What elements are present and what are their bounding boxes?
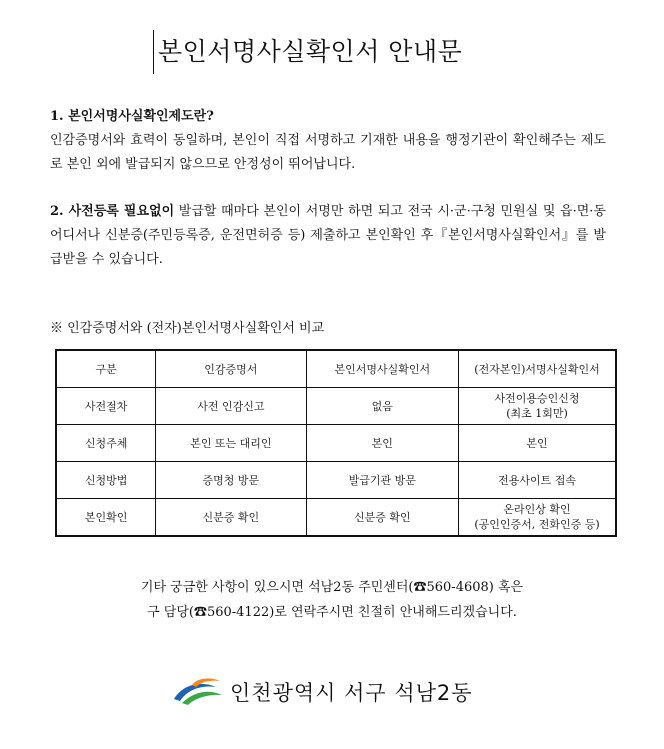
section-2 <box>50 200 606 272</box>
header-cell: 구분 <box>56 350 156 388</box>
table-cell: 본인 <box>459 425 616 462</box>
comparison-table <box>55 349 617 537</box>
table-header-row <box>56 350 616 388</box>
table-row <box>56 462 616 499</box>
table-cell: 증명청 방문 <box>156 462 306 499</box>
section-1 <box>50 105 606 177</box>
table-cell: 본인 또는 대리인 <box>156 425 306 462</box>
table-row <box>56 425 616 462</box>
section-2-body: 발급할 때마다 본인이 서명만 하면 되고 전국 시·군·구청 민원실 및 읍·면·동 어디서나 신분증(주민등록증, 운전면허증 등) 제출하고 본인확인 후『본인서명사실확인서』를 발급받을 수 있습니다. <box>50 204 606 267</box>
table-cell: 사전 인감신고 <box>156 388 306 425</box>
header-cell: 인감증명서 <box>156 350 306 388</box>
section-2-heading: 2. 사전등록 필요없이 <box>50 204 175 219</box>
document-title: 본인서명사실확인서 안내문 <box>153 30 462 74</box>
incheon-symbol-icon <box>172 677 224 707</box>
table-cell: 본인 <box>306 425 458 462</box>
table-cell: 신청주체 <box>56 425 156 462</box>
contact-notice <box>0 575 664 625</box>
table-cell: 사전절차 <box>56 388 156 425</box>
table-cell: 온라인상 확인 (공인인증서, 전화인증 등) <box>459 499 616 537</box>
header-cell: (전자본인)서명사실확인서 <box>459 350 616 388</box>
section-1-heading: 1. 본인서명사실확인제도란? <box>50 109 214 124</box>
header-cell: 본인서명사실확인서 <box>306 350 458 388</box>
district-logo <box>172 672 473 712</box>
table-cell: 신분증 확인 <box>156 499 306 537</box>
table-row <box>56 499 616 537</box>
section-1-body: 인감증명서와 효력이 동일하며, 본인이 직접 서명하고 기재한 내용을 행정기관이 확인해주는 제도로 본인 외에 발급되지 않으므로 안정성이 뛰어납니다. <box>50 133 606 172</box>
contact-line-1: 기타 궁금한 사항이 있으시면 석남2동 주민센터(☎560-4608) 혹은 <box>140 580 524 595</box>
table-cell: 사전이용승인신청 (최초 1회만) <box>459 388 616 425</box>
organization-name: 인천광역시 서구 석남2동 <box>230 681 473 705</box>
table-row <box>56 388 616 425</box>
comparison-title: ※ 인감증명서와 (전자)본인서명사실확인서 비교 <box>50 321 325 336</box>
table-cell: 없음 <box>306 388 458 425</box>
table-cell: 신분증 확인 <box>306 499 458 537</box>
table-cell: 신청방법 <box>56 462 156 499</box>
contact-line-2: 구 담당(☎560-4122)로 연락주시면 친절히 안내해드리겠습니다. <box>147 605 517 620</box>
table-cell: 발급기관 방문 <box>306 462 458 499</box>
table-cell: 전용사이트 접속 <box>459 462 616 499</box>
table-cell: 본인확인 <box>56 499 156 537</box>
